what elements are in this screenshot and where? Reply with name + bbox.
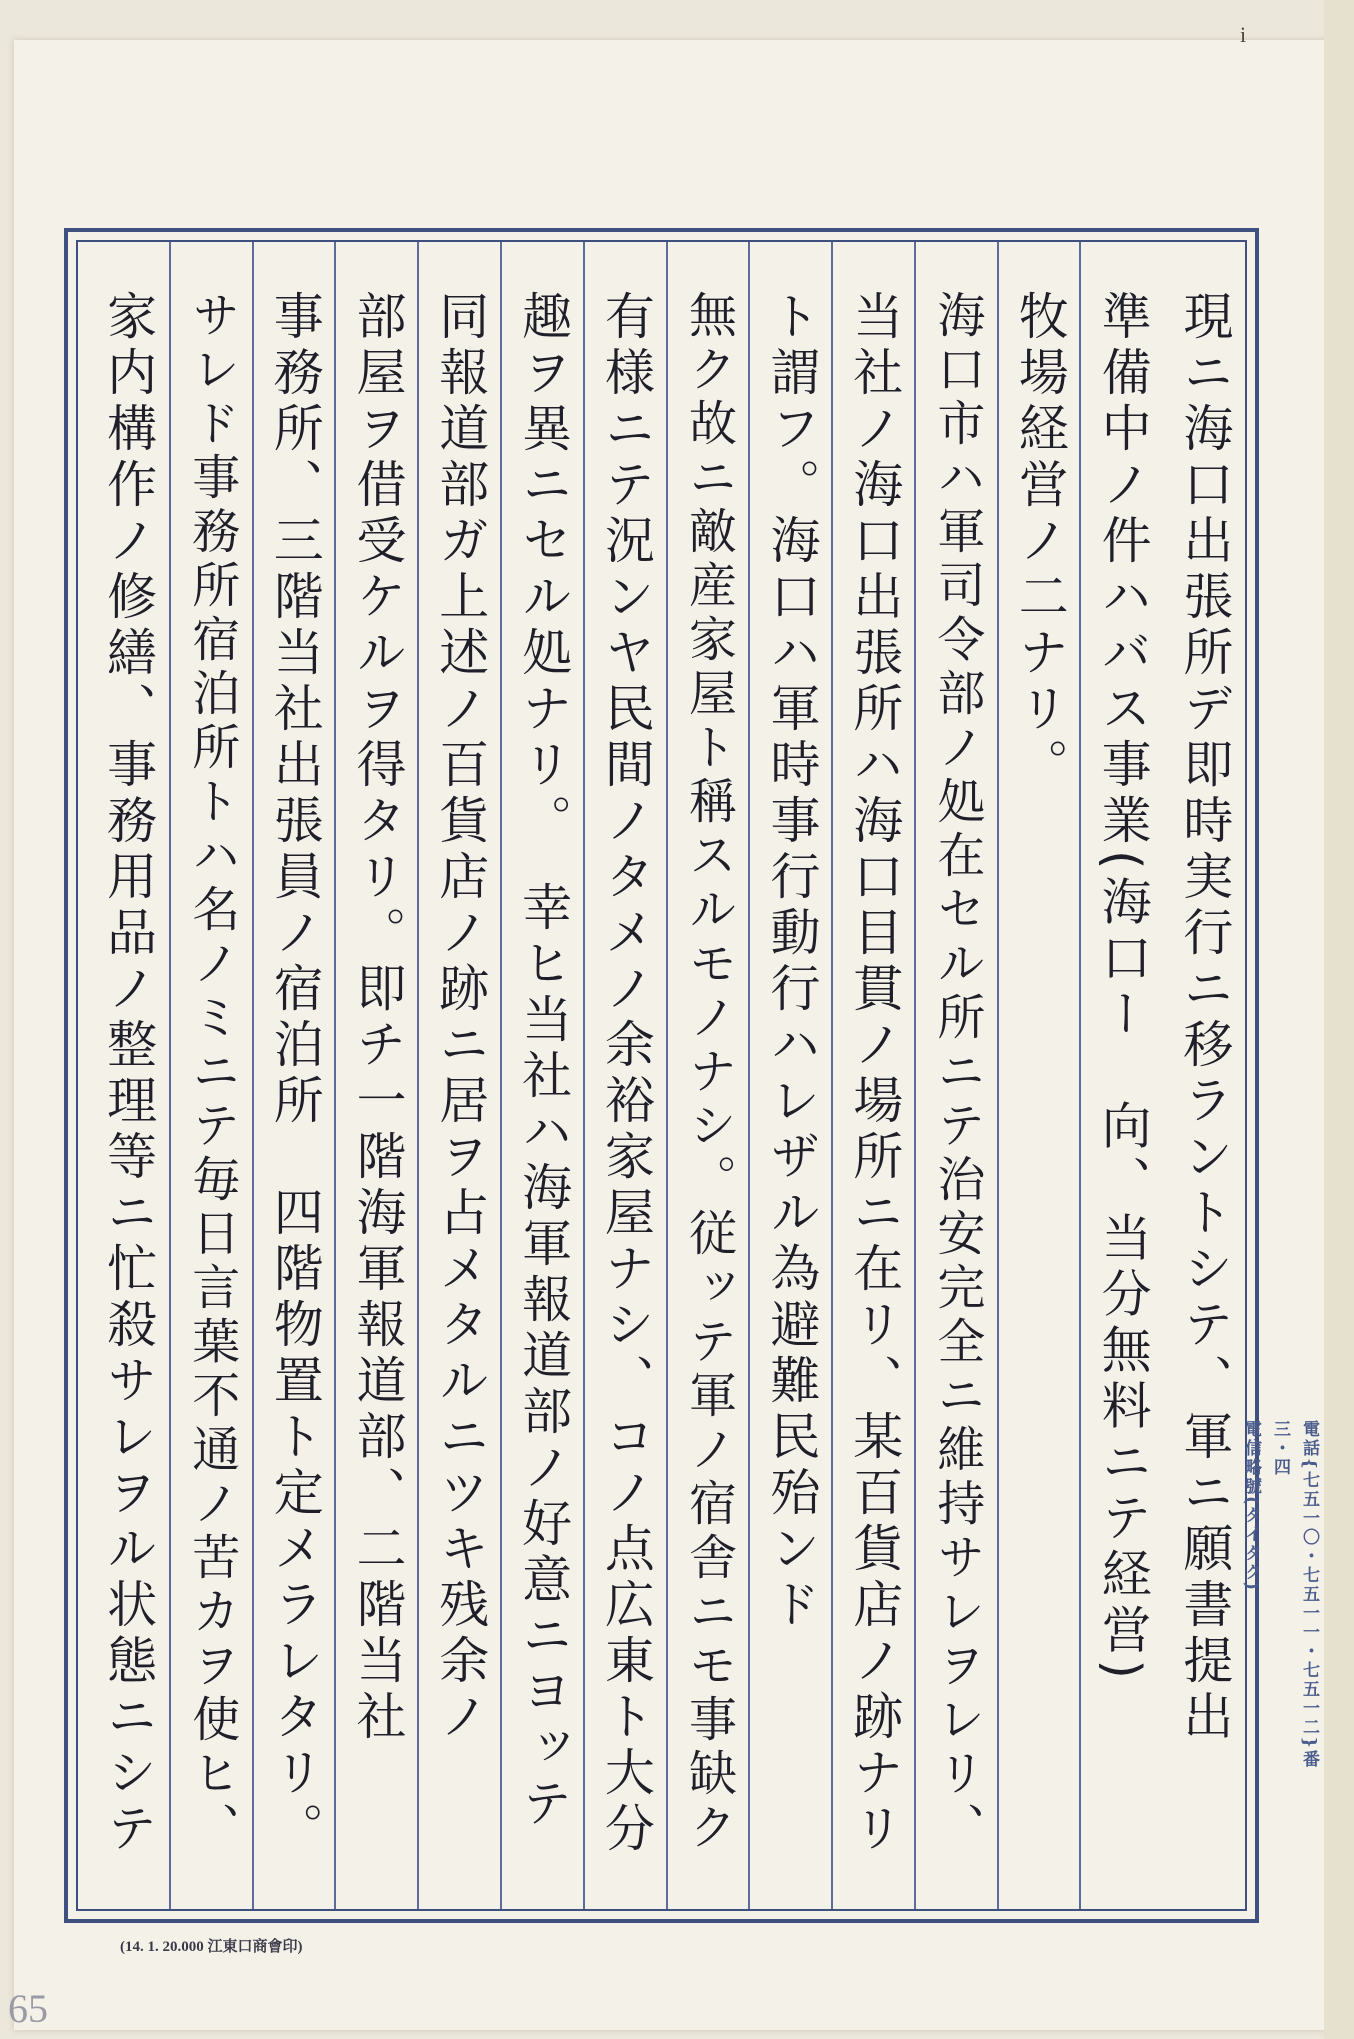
text-column [583, 242, 666, 1909]
column-text: 牧場経営ノ二ナリ。 [1010, 290, 1069, 794]
letterhead-margin [1241, 1420, 1322, 1840]
column-text: 同報道部ガ上述ノ百貨店ノ跡ニ居ヲ占メタルニツキ残余ノ [431, 290, 490, 1746]
text-column [831, 242, 914, 1909]
column-text: 海口市ハ軍司令部ノ処在セル所ニテ治安完全ニ維持サレヲレリ、 [928, 290, 985, 1856]
phone-number: 電話{七五一〇・七五一一・七五一二}番 [1299, 1420, 1319, 1769]
text-column [1079, 242, 1162, 1909]
column-text: 事務所、三階当社出張員ノ宿泊所 四階物置ト定メラレタリ。 [265, 290, 324, 1858]
text-column [169, 242, 252, 1909]
binding-edge [1324, 0, 1354, 2039]
column-text: 準備中ノ件ハバス事業(海口ー 向、当分無料ニテ経営) [1093, 290, 1152, 1686]
text-column [1162, 242, 1245, 1909]
column-text: 趣ヲ異ニセル処ナリ。 幸ヒ当社ハ海軍報道部ノ好意ニヨッテ [514, 290, 573, 1833]
phone-exchange: 三・四 [1270, 1420, 1290, 1477]
text-column [914, 242, 997, 1909]
column-text: 現ニ海口出張所デ即時実行ニ移ラントシテ、軍ニ願書提出 [1175, 290, 1234, 1746]
text-column [666, 242, 749, 1909]
column-text: ト謂フ。海口ハ軍時事行動行ハレザル為避難民殆ンド [762, 290, 821, 1634]
print-info-footer: (14. 1. 20.000 江東口商會印) [120, 1939, 303, 1955]
text-column [748, 242, 831, 1909]
manuscript-frame [64, 228, 1259, 1923]
text-column [86, 242, 169, 1909]
corner-mark: i [1240, 22, 1247, 47]
column-text: 有様ニテ況ンヤ民間ノタメノ余裕家屋ナシ、コノ点広東ト大分 [596, 290, 655, 1858]
column-text: 無ク故ニ敵産家屋ト稱スルモノナシ。従ッテ軍ノ宿舎ニモ事缺ク [680, 290, 737, 1856]
telegraph-code: 電信略號(タイタク) [1241, 1420, 1261, 1593]
text-column [500, 242, 583, 1909]
text-column [997, 242, 1080, 1909]
manuscript-grid [76, 240, 1247, 1911]
text-column [252, 242, 335, 1909]
column-text: 部屋ヲ借受ケルヲ得タリ。即チ一階海軍報道部、二階当社 [348, 290, 407, 1746]
column-text: 当社ノ海口出張所ハ海口目貫ノ場所ニ在リ、某百貨店ノ跡ナリ [845, 290, 904, 1858]
text-column [334, 242, 417, 1909]
column-text: サレド事務所宿泊所トハ名ノミニテ毎日言葉不通ノ苦カヲ使ヒ、 [183, 290, 240, 1856]
text-column [417, 242, 500, 1909]
column-text: 家内構作ノ修繕、事務用品ノ整理等ニ忙殺サレヲル状態ニシテ [99, 290, 158, 1858]
page-number-mark: 65 [8, 1986, 48, 2031]
